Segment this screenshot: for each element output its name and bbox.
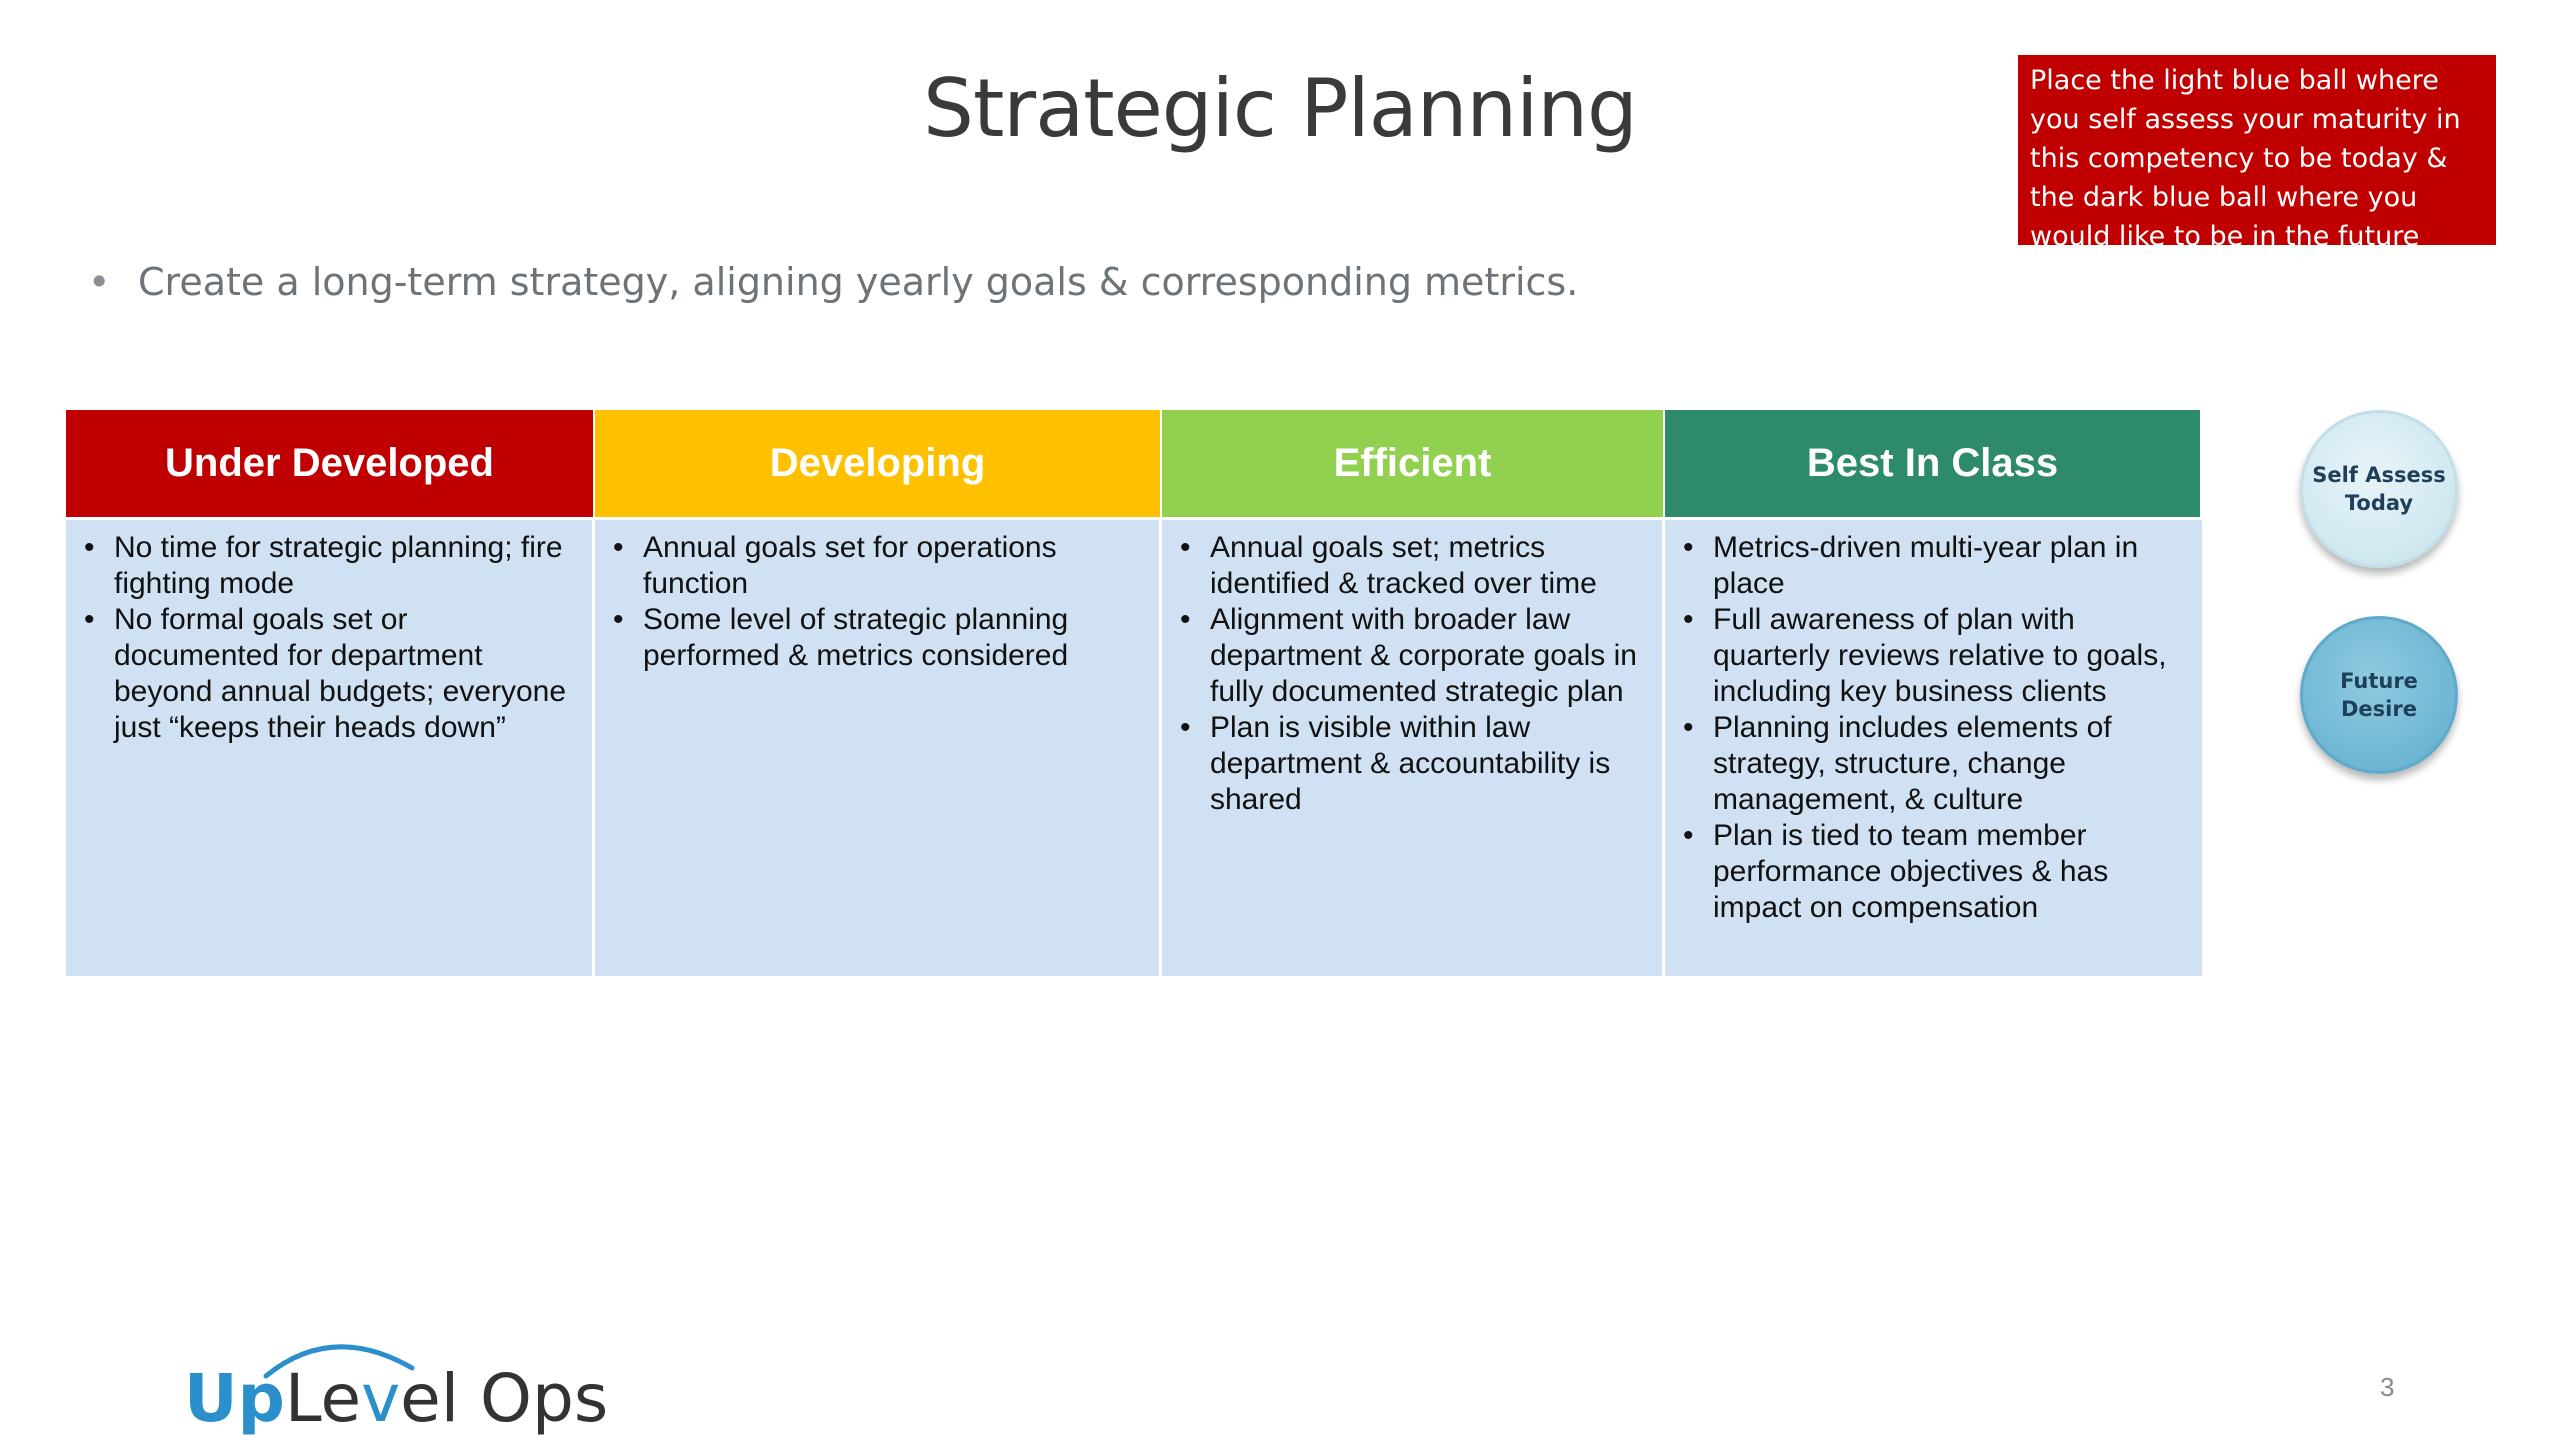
criteria-item: • Metrics-driven multi-year plan in place (1679, 530, 2188, 602)
criteria-item: • Annual goals set for operations function (609, 530, 1145, 602)
level-header-under-developed: Under Developed (66, 410, 595, 517)
criteria-item: • Alignment with broader law department & corporate goals in fully documented strategic plan (1176, 602, 1648, 710)
instruction-callout: Place the light blue ball where you self assess your maturity in this competency to be today & the dark blue ball where you would like to be in the future (2018, 55, 2496, 245)
level-header-developing: Developing (595, 410, 1162, 517)
level-header-efficient: Efficient (1162, 410, 1665, 517)
level-header-best-in-class: Best In Class (1665, 410, 2202, 517)
criteria-item: • Plan is tied to team member performance objectives & has impact on compensation (1679, 818, 2188, 926)
criteria-item: • Annual goals set; metrics identified & tracked over time (1176, 530, 1648, 602)
objective-bullet (88, 260, 1578, 304)
level-body-developing (595, 517, 1162, 976)
self-assess-ball[interactable]: Self Assess Today (2300, 410, 2458, 568)
slide-title: Strategic Planning (923, 62, 1637, 155)
criteria-item: • Plan is visible within law department & accountability is shared (1176, 710, 1648, 818)
uplevel-ops-logo (184, 1320, 644, 1440)
page-number: 3 (2380, 1372, 2395, 1402)
criteria-list (1176, 530, 1648, 818)
criteria-item: • No time for strategic planning; fire fighting mode (80, 530, 578, 602)
criteria-item: • Full awareness of plan with quarterly reviews relative to goals, including key business clients (1679, 602, 2188, 710)
objective-text: Create a long-term strategy, aligning yearly goals & corresponding metrics. (138, 260, 1579, 304)
criteria-list (609, 530, 1145, 674)
criteria-list (80, 530, 578, 746)
criteria-list (1679, 530, 2188, 926)
bullet-dot: • (88, 260, 111, 304)
criteria-item: • Some level of strategic planning performed & metrics considered (609, 602, 1145, 674)
logo-wordmark: UpLevel Ops (184, 1360, 609, 1437)
criteria-item: • Planning includes elements of strategy, structure, change management, & culture (1679, 710, 2188, 818)
future-desire-ball[interactable]: Future Desire (2300, 616, 2458, 774)
level-body-efficient (1162, 517, 1665, 976)
criteria-item: • No formal goals set or documented for department beyond annual budgets; everyone just “keeps their heads down” (80, 602, 578, 746)
level-body-under-developed (66, 517, 595, 976)
maturity-table (66, 410, 2202, 976)
level-body-best-in-class (1665, 517, 2202, 976)
